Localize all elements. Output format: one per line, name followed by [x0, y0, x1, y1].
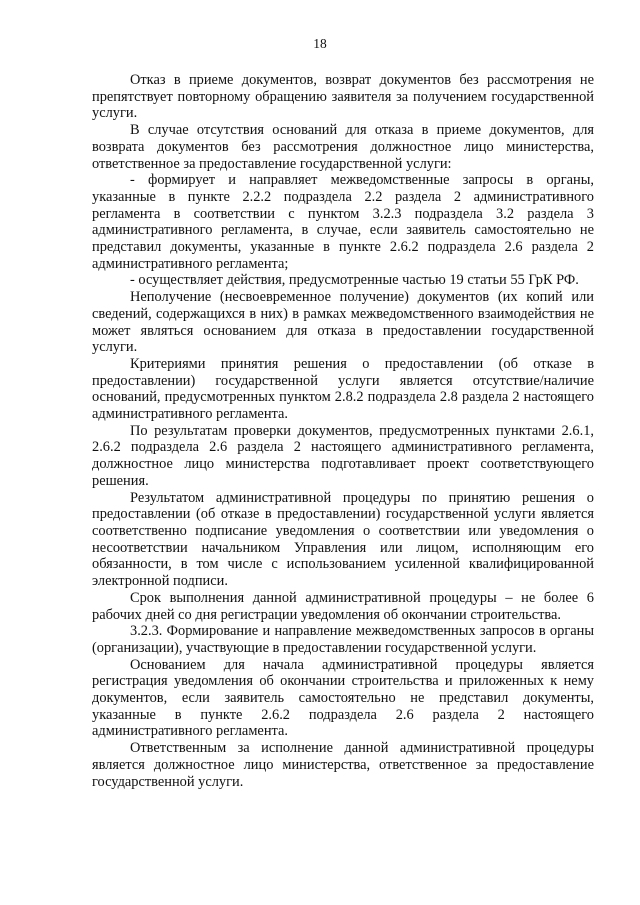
paragraph-list-item-actions: - осуществляет действия, предусмотренные частью 19 статьи 55 ГрК РФ. [130, 272, 579, 289]
paragraph-section-3-2-3: 3.2.3. Формирование и направление межведомственных запросов в органы (организации), участвующие в предоставлении государственной услуги. [92, 623, 594, 656]
page-number: 18 [313, 36, 327, 51]
paragraph-criteria: Критериями принятия решения о предоставлении (об отказе в предоставлении) государственной услуги является отсутствие/наличие оснований, предусмотренных пунктом 2.8.2 подраздела 2.8 раздела 2 настоящего административного регламента. [92, 355, 594, 423]
paragraph-refusal-note: Отказ в приеме документов, возврат документов без рассмотрения не препятствует повторному обращению заявителя за получением государственной услуги. [92, 72, 594, 122]
paragraph-procedure-result: Результатом административной процедуры по принятию решения о предоставлении (об отказе в предоставлении) государственной услуги является соответственно подписание уведомления о соответствии или уведомления о несоответствии начальником Управления или лицом, исполняющим его обязанности, в том числе с использованием усиленной квалифицированной электронной подписи. [92, 489, 594, 590]
paragraph-non-receipt: Неполучение (несвоевременное получение) документов (их копий или сведений, содержащихся в них) в рамках межведомственного взаимодействия не может являться основанием для отказа в предоставлении государственной услуги. [92, 289, 594, 356]
document-body [92, 72, 594, 790]
paragraph-responsible: Ответственным за исполнение данной административной процедуры является должностное лицо министерства, ответственное за предоставление государственной услуги. [92, 740, 594, 790]
paragraph-no-grounds-intro: В случае отсутствия оснований для отказа в приеме документов, для возврата документов без рассмотрения должностное лицо министерства, ответственное за предоставление государственной услуги: [92, 122, 594, 172]
paragraph-check-results: По результатам проверки документов, предусмотренных пунктами 2.6.1, 2.6.2 подраздела 2.6 раздела 2 настоящего административного регламента, должностное лицо министерства подготавливает проект соответствующего решения. [92, 422, 594, 489]
paragraph-procedure-basis: Основанием для начала административной процедуры является регистрация уведомления об окончании строительства и приложенных к нему документов, если заявитель самостоятельно не представил документы, указанные в пункте 2.6.2 подраздела 2.6 раздела 2 настоящего административного регламента. [92, 656, 594, 740]
paragraph-deadline: Срок выполнения данной административной процедуры – не более 6 рабочих дней со дня регистрации уведомления об окончании строительства. [92, 589, 594, 623]
paragraph-list-item-requests: - формирует и направляет межведомственные запросы в органы, указанные в пункте 2.2.2 подраздела 2.2 раздела 2 административного регламента в соответствии с пунктом 3.2.3 подраздела 3.2 раздела 3 административного регламента, в случае, если заявитель самостоятельно не представил документы, указанные в пункте 2.6.2 подраздела 2.6 раздела 2 административного регламента; [92, 172, 594, 272]
